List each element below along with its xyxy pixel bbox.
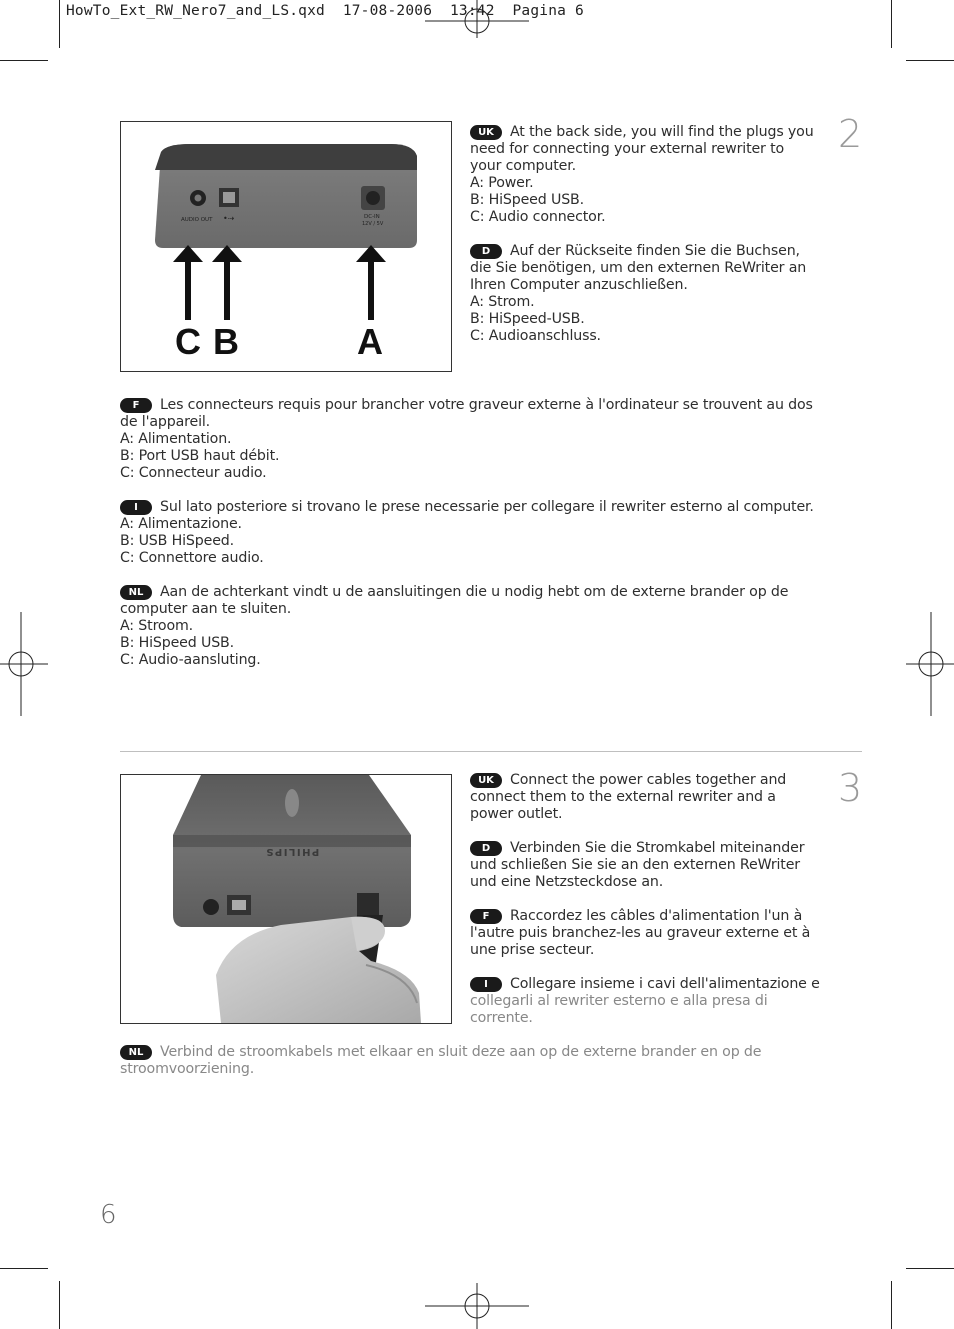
label-c: C (175, 321, 201, 362)
s3-nl-paragraph: NL Verbind de stroomkabels met elkaar en sluit deze aan op de externe brander en op de stroomvoorziening. (120, 1044, 762, 1077)
audio-out-label: AUDIO OUT (181, 217, 213, 223)
s2-f-paragraph: F Les connecteurs requis pour brancher votre graveur externe à l'ordinateur se trouvent au dos de l'appareil. A: Alimentation. B: Port USB haut débit. C: Connecteur audio. (120, 397, 813, 481)
dc-spec-label: 12V / 5V (362, 221, 384, 227)
lang-badge-nl: NL (120, 1045, 152, 1060)
registration-mark-left (0, 612, 48, 716)
arrow-a-icon (356, 245, 386, 320)
registration-mark-top (425, 0, 529, 48)
lang-badge-d: D (470, 244, 502, 259)
arrow-c-icon (173, 245, 203, 320)
page-number: 6 (100, 1200, 117, 1230)
registration-mark-bottom (425, 1283, 529, 1329)
s2-nl-paragraph: NL Aan de achterkant vindt u de aansluitingen die u nodig hebt om de externe brander op de computer aan te sluiten. A: Stroom. B: HiSpeed USB. C: Audio-aansluting. (120, 584, 789, 668)
registration-mark-right (906, 612, 954, 716)
step-number-2: 2 (838, 112, 863, 156)
figure-rewriter-back (120, 121, 452, 372)
lang-badge-f: F (470, 909, 502, 924)
usb-symbol-icon: •⇢ (223, 214, 235, 223)
lang-badge-uk: UK (470, 125, 502, 140)
lang-badge-f: F (120, 398, 152, 413)
lang-badge-i: I (470, 977, 502, 992)
step-number-3: 3 (838, 766, 863, 810)
lang-badge-i: I (120, 500, 152, 515)
s2-i-paragraph: I Sul lato posteriore si trovano le prese necessarie per collegare il rewriter esterno al computer. A: Alimentazione. B: USB HiSpeed. C: Connettore audio. (120, 499, 814, 566)
s3-uk-paragraph: UK Connect the power cables together and connect them to the external rewriter and a power outlet. (470, 772, 787, 822)
s3-d-paragraph: D Verbinden Sie die Stromkabel miteinander und schließen Sie sie an den externen ReWriter und eine Netzsteckdose an. (470, 840, 805, 890)
figure-power-connection (120, 774, 452, 1024)
lang-badge-uk: UK (470, 773, 502, 788)
section-divider (120, 751, 862, 752)
s3-i-paragraph: I Collegare insieme i cavi dell'alimentazione e collegarli al rewriter esterno e alla presa di corrente. (470, 976, 820, 1026)
arrow-b-icon (212, 245, 242, 320)
s2-d-paragraph: D Auf der Rückseite finden Sie die Buchsen, die Sie benötigen, um den externen ReWriter an Ihren Computer anzuschließen. A: Strom. B: HiSpeed-USB. C: Audioanschluss. (470, 243, 807, 344)
label-b: B (213, 321, 239, 362)
file-slug-header: HowTo_Ext_RW_Nero7_and_LS.qxd 17-08-2006 13:42 Pagina 6 (66, 3, 584, 19)
brand-label: PHILIPS (264, 846, 320, 857)
s3-f-paragraph: F Raccordez les câbles d'alimentation l'un à l'autre puis branchez-les au graveur externe et à une prise secteur. (470, 908, 811, 958)
dc-in-label: DC-IN (364, 214, 380, 220)
lang-badge-nl: NL (120, 585, 152, 600)
s2-uk-paragraph: UK At the back side, you will find the plugs you need for connecting your external rewriter to your computer. A: Power. B: HiSpeed USB. C: Audio connector. (470, 124, 814, 225)
lang-badge-d: D (470, 841, 502, 856)
label-a: A (357, 321, 383, 362)
